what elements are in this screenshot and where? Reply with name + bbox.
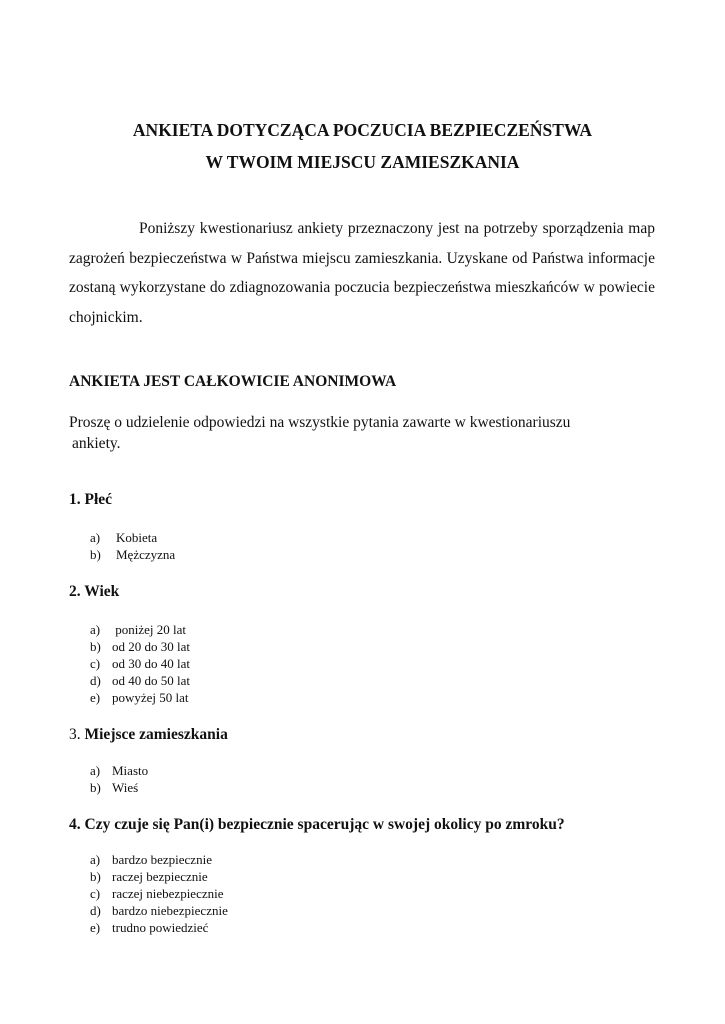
option-letter: e) — [90, 920, 101, 935]
answer-option[interactable] — [90, 902, 228, 919]
option-letter: a) — [90, 530, 101, 545]
question-text: Czy czuje się Pan(i) bezpiecznie spacerując w swojej okolicy po zmroku? — [84, 816, 565, 833]
option-label: trudno powiedzieć — [112, 920, 209, 935]
anonymous-notice: ANKIETA JEST CAŁKOWICIE ANONIMOWA — [69, 373, 397, 390]
document-title-line-1: ANKIETA DOTYCZĄCA POCZUCIA BEZPIECZEŃSTWA — [132, 120, 593, 140]
question-number: 3. — [69, 726, 81, 743]
instruction-line-2: ankiety. — [72, 435, 121, 452]
question-3-options — [90, 762, 148, 796]
option-label: od 20 do 30 lat — [112, 639, 190, 654]
answer-option[interactable] — [90, 779, 148, 796]
answer-option[interactable] — [90, 885, 228, 902]
option-letter: a) — [90, 622, 101, 637]
option-label: Wieś — [112, 780, 139, 795]
option-label: powyżej 50 lat — [112, 690, 189, 705]
question-2-options — [90, 621, 190, 706]
option-letter: a) — [90, 763, 101, 778]
option-label: Kobieta — [116, 530, 158, 545]
question-2-heading — [69, 583, 119, 601]
option-letter: b) — [90, 547, 101, 562]
option-label: raczej bezpiecznie — [112, 869, 208, 884]
option-letter: c) — [90, 886, 101, 901]
answer-option[interactable] — [90, 621, 190, 638]
answer-option[interactable] — [90, 919, 228, 936]
question-text: Miejsce zamieszkania — [84, 726, 228, 743]
document-title-line-2: W TWOIM MIEJSCU ZAMIESZKANIA — [205, 152, 520, 172]
question-4-heading — [69, 816, 565, 834]
option-letter: e) — [90, 690, 101, 705]
answer-option[interactable] — [90, 762, 148, 779]
option-letter: b) — [90, 869, 101, 884]
answer-option[interactable] — [90, 529, 175, 546]
question-4-options — [90, 851, 228, 936]
option-letter: b) — [90, 780, 101, 795]
question-1-heading — [69, 491, 112, 509]
option-letter: a) — [90, 852, 101, 867]
answer-option[interactable] — [90, 868, 228, 885]
answer-option[interactable] — [90, 851, 228, 868]
question-number: 4. — [69, 816, 81, 833]
option-label: od 40 do 50 lat — [112, 673, 190, 688]
option-letter: b) — [90, 639, 101, 654]
option-label: bardzo bezpiecznie — [112, 852, 212, 867]
question-number: 2. — [69, 583, 81, 600]
option-label: Mężczyzna — [116, 547, 176, 562]
instruction-line-1: Proszę o udzielenie odpowiedzi na wszystkie pytania zawarte w kwestionariuszu — [69, 414, 571, 431]
question-text: Płeć — [84, 491, 113, 508]
option-label: raczej niebezpiecznie — [112, 886, 224, 901]
question-3-heading — [69, 726, 228, 744]
question-text: Wiek — [84, 583, 120, 600]
option-label: Miasto — [112, 763, 149, 778]
option-label: poniżej 20 lat — [115, 622, 187, 637]
question-1-options — [90, 529, 175, 563]
answer-option[interactable] — [90, 638, 190, 655]
instruction-paragraph — [69, 412, 659, 454]
answer-option[interactable] — [90, 672, 190, 689]
answer-option[interactable] — [90, 689, 190, 706]
option-letter: d) — [90, 903, 101, 918]
answer-option[interactable] — [90, 655, 190, 672]
question-number: 1. — [69, 491, 81, 508]
option-label: bardzo niebezpiecznie — [112, 903, 228, 918]
option-letter: d) — [90, 673, 101, 688]
answer-option[interactable] — [90, 546, 175, 563]
option-letter: c) — [90, 656, 101, 671]
option-label: od 30 do 40 lat — [112, 656, 190, 671]
intro-paragraph: Poniższy kwestionariusz ankiety przeznaczony jest na potrzeby sporządzenia map zagrożeń bezpieczeństwa w Państwa miejscu zamieszkania. Uzyskane od Państwa informacje zostaną wykorzystane do zdiagnozowania poczucia bezpieczeństwa mieszkańców w powiecie chojnickim. — [69, 220, 655, 326]
